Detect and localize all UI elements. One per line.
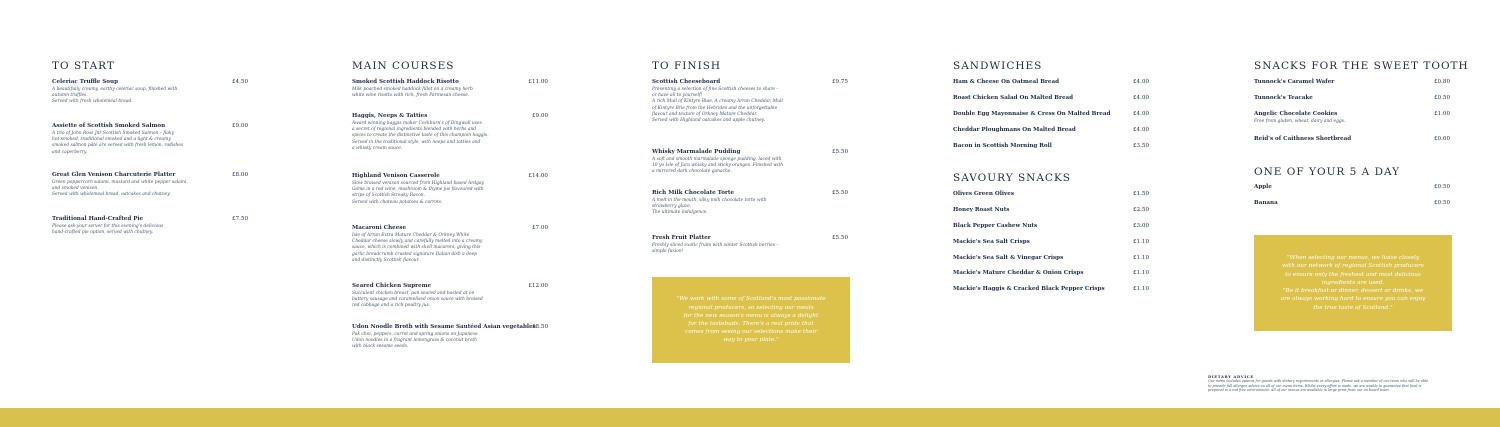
- item-description: Presenting a selection of fine Scottish cheeses to share – or have all to yourself! A rich Mull of Kintyre Blue, A creamy Arran Cheddar, Mull of Kintyre Brie from the Hebrides and the unforgettable flavour and texture of Orkney Mature Cheddar. Served with Highland oatcakes and apple chutney.: [652, 87, 783, 124]
- item-name: Highland Venison Casserole: [352, 173, 440, 179]
- item-price: £3.00: [1132, 223, 1149, 229]
- item-price: £8.00: [231, 172, 248, 178]
- item-description: A trio of John Ross Jnr Scottish Smoked Salmon – flaky hot smoked, traditional smoked and a light & creamy smoked salmon pâté are served with fresh lemon, radishes and caperberry.: [52, 131, 184, 155]
- section-title-to-finish: TO FINISH: [652, 60, 722, 72]
- item-price: £9.00: [231, 123, 248, 129]
- item-price: £9.00: [531, 113, 548, 119]
- item-description: Green peppercorn salami, mustard and white pepper salami, and smoked venison. Served with wholemeal bread, oatcakes and chutney.: [52, 180, 188, 198]
- item-price: £0.80: [1433, 79, 1450, 85]
- item-name: Mackie's Mature Cheddar & Onion Crisps: [953, 270, 1084, 276]
- item-name: Smoked Scottish Haddock Risotto: [352, 79, 459, 85]
- item-description: Succulent chicken breast, pan seared and basted at on buttery sausage and caramelised onion sauce with braised red cabbage and a rich poultry jus.: [352, 291, 483, 309]
- menu-item: [953, 95, 1149, 103]
- item-name: Tunnock's Teacake: [1254, 95, 1313, 101]
- item-name: Banana: [1254, 200, 1278, 206]
- item-price: £4.00: [1132, 95, 1149, 101]
- item-price: £0.50: [1433, 200, 1450, 206]
- item-name: Bacon in Scottish Morning Roll: [953, 143, 1052, 149]
- item-name: Macaroni Cheese: [352, 225, 407, 231]
- item-price: £1.10: [1132, 286, 1149, 292]
- producer-quote-text: "We work with some of Scotland's most passionate regional producers, so selecting our meals for the new season's menu is always a delight for the tastebuds. There's a real pride that comes from seeing our selections make their way to your plate.": [676, 296, 826, 344]
- item-name: Olives Green Olives: [953, 191, 1014, 197]
- menu-item: [953, 79, 1149, 87]
- item-name: Honey Roast Nuts: [953, 207, 1010, 213]
- regional-producers-quote-text: "When selecting our menus, we liaise closely with our network of regional Scottish producers to ensure only the freshest and most delicious ingredients are used. "Be it breakfast or dinner, dessert or drinks, we are always working hard to ensure you can enjoy the true taste of Scotland.": [1280, 255, 1426, 311]
- menu-item: [953, 286, 1149, 294]
- item-name: Seared Chicken Supreme: [352, 283, 432, 289]
- item-name: Scottish Cheeseboard: [652, 79, 721, 85]
- item-price: £0.50: [1433, 184, 1450, 190]
- item-description: Please ask your server for this evening's delicious hand-crafted pie option, served with chutney.: [52, 224, 164, 236]
- section-title-main-courses: MAIN COURSES: [352, 60, 455, 72]
- item-price: £0.50: [1433, 95, 1450, 101]
- item-description: A melt in the mouth, silky milk chocolate torte with strawberry glaze. The ultimate indulgence.: [652, 198, 767, 216]
- item-name: Apple: [1254, 184, 1272, 190]
- section-title-sandwiches: SANDWICHES: [953, 60, 1043, 72]
- item-price: £4.00: [1132, 111, 1149, 117]
- item-price: £14.00: [528, 173, 548, 179]
- item-description: Award winning haggis maker Cockburn's of Dingwall uses a secret of regional ingredients blended with herbs and spices to create the distinctive taste of this champion haggis. Served in the traditional style, with neeps and tatties and a whisky cream sauce.: [352, 121, 489, 151]
- item-description: Slow braised venison sourced from Highland based Ardgay Game in a red wine, mushroom & thyme jus flavoured with strips of Scottish Streaky Bacon. Served with chateau potatoes & carrots.: [352, 181, 485, 205]
- menu-item: [953, 111, 1149, 119]
- item-price: £11.00: [528, 79, 548, 85]
- menu-item: [953, 143, 1149, 151]
- item-name: Traditional Hand-Crafted Pie: [52, 216, 144, 222]
- menu-item: [1254, 79, 1450, 87]
- item-price: £7.50: [231, 216, 248, 222]
- item-name: Great Glen Venison Charcuterie Platter: [52, 172, 176, 178]
- section-title-savoury-snacks: SAVOURY SNACKS: [953, 172, 1071, 184]
- item-name: Whisky Marmalade Pudding: [652, 149, 741, 155]
- item-price: £5.50: [831, 190, 848, 196]
- item-description: Isle of Arran Extra Mature Cheddar & Orkney White Cheddar cheese slowly and carefully melted into a creamy sauce, which is combined with shell macaroni, giving this garlic breadcrumb crusted signature Italian dish a deep and distinctly Scottish flavour.: [352, 233, 483, 263]
- item-description: Milk poached smoked haddock fillet on a creamy herb white wine risotto with rich, fresh Parmesan cheese.: [352, 87, 473, 99]
- item-description: Pak choi, peppers, carrot and spring onions on Japanese Udon noodles in a fragrant lemongrass & coconut broth with black sesame seeds.: [352, 332, 478, 350]
- item-price: £1.10: [1132, 255, 1149, 261]
- section-title-sweet-tooth: SNACKS FOR THE SWEET TOOTH: [1254, 60, 1469, 72]
- item-name: Assiette of Scottish Smoked Salmon: [52, 123, 166, 129]
- menu-item: [953, 270, 1149, 278]
- item-price: £4.50: [231, 79, 248, 85]
- item-name: Tunnock's Caramel Wafer: [1254, 79, 1335, 85]
- item-name: Mackie's Sea Salt Crisps: [953, 239, 1030, 245]
- dietary-advice-text: Our menu includes options for guests with dietary requirements or allergies. Please ask a member of our team who will be able to provide full allergen advice on all of our menu items. Whilst every effort is made, we are unable to guarantee that food is prepared in a nut free environment. All of our menus are available in large print from our on board team.: [1208, 379, 1429, 393]
- item-name: Angelic Chocolate Cookies: [1254, 111, 1338, 117]
- section-title-five-a-day: ONE OF YOUR 5 A DAY: [1254, 166, 1401, 178]
- item-price: £8.50: [531, 324, 548, 330]
- item-description: Freshly sliced exotic fruits with winter Scottish berries – simple fusion!: [652, 243, 779, 255]
- menu-item: [953, 207, 1149, 215]
- item-description: Free from gluten, wheat, dairy and eggs.: [1254, 119, 1346, 124]
- menu-item: [953, 191, 1149, 199]
- item-name: Haggis, Neeps & Tatties: [352, 113, 428, 119]
- item-price: £9.75: [831, 79, 848, 85]
- dietary-advice-title: DIETARY ADVICE: [1208, 374, 1254, 379]
- item-price: £1.10: [1132, 270, 1149, 276]
- producer-quote-box: [652, 277, 850, 363]
- item-name: Double Egg Mayonnaise & Cress On Malted Bread: [953, 111, 1111, 117]
- regional-producers-quote-box: [1254, 235, 1452, 331]
- item-price: £7.00: [531, 225, 548, 231]
- menu-item: [1254, 184, 1450, 192]
- item-name: Reid's of Caithness Shortbread: [1254, 136, 1352, 142]
- menu-item: [953, 127, 1149, 135]
- menu-item: [1254, 136, 1450, 144]
- item-name: Fresh Fruit Platter: [652, 235, 711, 241]
- item-description: A soft and smooth marmalade sponge pudding, laced with 10 yo Isle of Jura whisky and sticky oranges. Finished with a mirrored dark chocolate ganache.: [652, 157, 784, 175]
- item-price: £12.00: [528, 283, 548, 289]
- item-price: £5.50: [831, 149, 848, 155]
- item-price: £1.00: [1433, 111, 1450, 117]
- item-price: £4.00: [1132, 79, 1149, 85]
- item-price: £3.50: [1132, 143, 1149, 149]
- item-price: £0.60: [1433, 136, 1450, 142]
- item-price: £5.50: [831, 235, 848, 241]
- item-name: Udon Noodle Broth with Sesame Sautéed Asian vegetables: [352, 324, 536, 330]
- menu-item: [1254, 200, 1450, 208]
- item-name: Mackie's Sea Salt & Vinegar Crisps: [953, 255, 1064, 261]
- item-name: Celeriac Truffle Soup: [52, 79, 119, 85]
- menu-item: [953, 239, 1149, 247]
- item-price: £1.50: [1132, 191, 1149, 197]
- item-name: Cheddar Ploughmans On Malted Bread: [953, 127, 1076, 133]
- item-price: £1.10: [1132, 239, 1149, 245]
- item-name: Black Pepper Cashew Nuts: [953, 223, 1038, 229]
- menu-item: [953, 255, 1149, 263]
- item-name: Ham & Cheese On Oatmeal Bread: [953, 79, 1059, 85]
- item-name: Mackie's Haggis & Cracked Black Pepper Crisps: [953, 286, 1105, 292]
- item-price: £4.00: [1132, 127, 1149, 133]
- item-name: Roast Chicken Salad On Malted Bread: [953, 95, 1074, 101]
- item-description: A beautifully creamy, earthy celeriac soup, finished with autumn truffles. Served with fresh wholemeal bread.: [52, 87, 178, 105]
- menu-item: [953, 223, 1149, 231]
- item-price: £2.50: [1132, 207, 1149, 213]
- section-title-to-start: TO START: [52, 60, 115, 72]
- bottom-accent-bar: [0, 408, 1500, 427]
- menu-item: [1254, 95, 1450, 103]
- item-name: Rich Milk Chocolate Torte: [652, 190, 735, 196]
